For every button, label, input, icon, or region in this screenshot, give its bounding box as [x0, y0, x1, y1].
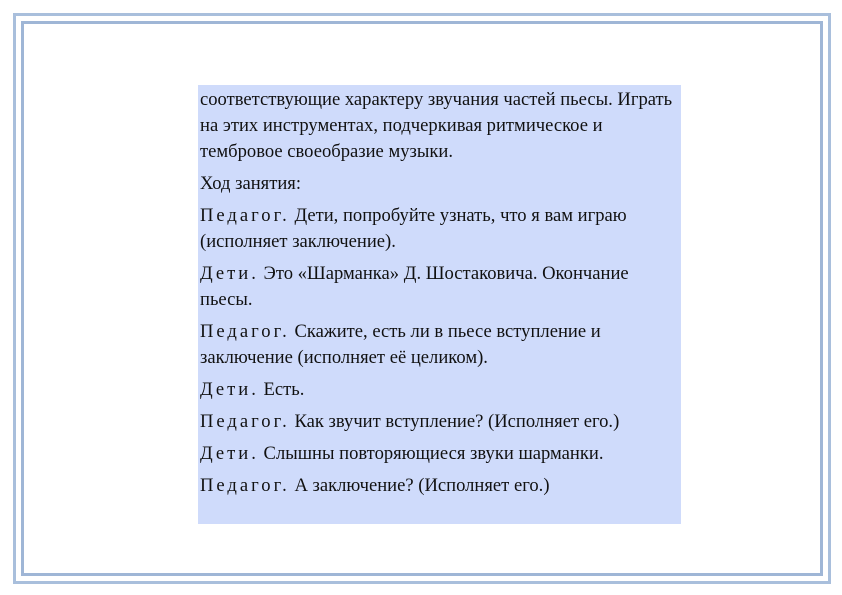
paragraph-teacher-3: [200, 409, 679, 435]
paragraph-children-3: [200, 441, 679, 467]
paragraph-teacher-4: [200, 473, 679, 499]
speaker-label: Педагог.: [200, 321, 290, 342]
speaker-label: Педагог.: [200, 475, 290, 496]
paragraph-lesson-heading: [200, 171, 679, 197]
paragraph-children-1: [200, 261, 679, 313]
speaker-label: Дети.: [200, 443, 259, 464]
paragraph-text: Как звучит вступление? (Исполняет его.): [289, 411, 620, 432]
paragraph-text: Есть.: [258, 379, 305, 400]
speaker-label: Дети.: [200, 263, 259, 284]
speaker-label: Дети.: [200, 379, 259, 400]
paragraph-text: А заключение? (Исполняет его.): [289, 475, 550, 496]
paragraph-children-2: [200, 377, 679, 403]
paragraph-text: Это «Шарманка» Д. Шостаковича. Окончание пьесы.: [200, 263, 629, 310]
speaker-label: Педагог.: [200, 205, 290, 226]
paragraph-text: Скажите, есть ли в пьесе вступление и заключение (исполняет её целиком).: [200, 321, 601, 368]
speaker-label: Педагог.: [200, 411, 290, 432]
paragraph-text: Слышны повторяющиеся звуки шарманки.: [258, 443, 604, 464]
paragraph-teacher-2: [200, 319, 679, 371]
lesson-text-block: [198, 85, 681, 524]
paragraph-teacher-1: [200, 203, 679, 255]
paragraph-text: Ход занятия:: [200, 173, 302, 194]
paragraph-text: соответствующие характеру звучания частей пьесы. Играть на этих инструментах, подчеркивая ритмическое и тембровое своеобразие музыки.: [200, 89, 673, 162]
paragraph-intro: [200, 87, 679, 165]
paragraph-text: Дети, попробуйте узнать, что я вам играю (исполняет заключение).: [200, 205, 627, 252]
